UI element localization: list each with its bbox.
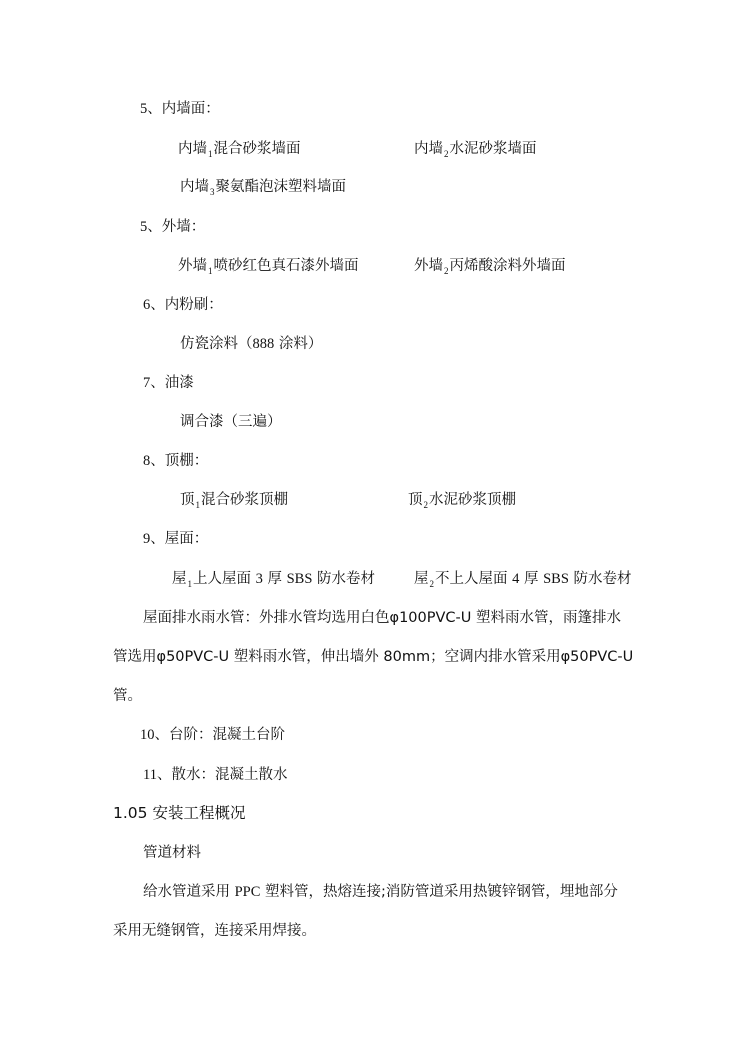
section-ceiling-title: 8、顶棚： (143, 453, 209, 469)
section-inner-wall-title: 5、内墙面： (140, 101, 220, 117)
section-inner-plaster-title: 6、内粉刷： (143, 297, 223, 313)
roof-drain-line-1: 屋面排水雨水管：外排水管均选用白色φ100PVC-U 塑料雨水管，雨篷排水 (143, 610, 621, 626)
section-roof-title: 9、屋面： (143, 531, 209, 547)
inner-plaster-text: 仿瓷涂料（888 涂料） (180, 336, 323, 352)
section-apron: 11、散水：混凝土散水 (143, 767, 288, 783)
ceiling-item-1: 顶$_1$混合砂浆顶棚 (180, 492, 288, 510)
inner-wall-item-2: 内墙$_2$水泥砂浆墙面 (414, 141, 537, 159)
paint-text: 调合漆（三遍） (180, 414, 282, 430)
roof-item-1: 屋$_1$上人屋面 3 厚 SBS 防水卷材 (172, 571, 375, 589)
install-paragraph-line-2: 采用无缝钢管，连接采用焊接。 (113, 923, 316, 939)
install-subheading: 管道材料 (143, 845, 201, 861)
inner-wall-item-1: 内墙$_1$混合砂浆墙面 (178, 141, 301, 159)
install-paragraph-line-1: 给水管道采用 PPC 塑料管，热熔连接;消防管道采用热镀锌钢管，埋地部分 (143, 884, 618, 900)
section-outer-wall-title: 5、外墙： (140, 219, 206, 235)
outer-wall-item-2: 外墙$_2$丙烯酸涂料外墙面 (414, 258, 566, 276)
roof-drain-line-2: 管选用φ50PVC-U 塑料雨水管，伸出墙外 80mm；空调内排水管采用φ50PVC-U (113, 649, 634, 665)
roof-item-2: 屋$_2$不上人屋面 4 厚 SBS 防水卷材 (414, 571, 632, 589)
outer-wall-item-1: 外墙$_1$喷砂红色真石漆外墙面 (178, 258, 359, 276)
roof-drain-line-3: 管。 (113, 688, 142, 704)
ceiling-item-2: 顶$_2$水泥砂浆顶棚 (408, 492, 516, 510)
inner-wall-item-3: 内墙$_3$聚氨酯泡沫塑料墙面 (180, 179, 346, 197)
section-paint-title: 7、油漆 (143, 375, 194, 391)
install-heading: 1.05 安装工程概况 (113, 804, 246, 822)
section-steps: 10、台阶：混凝土台阶 (140, 727, 285, 743)
